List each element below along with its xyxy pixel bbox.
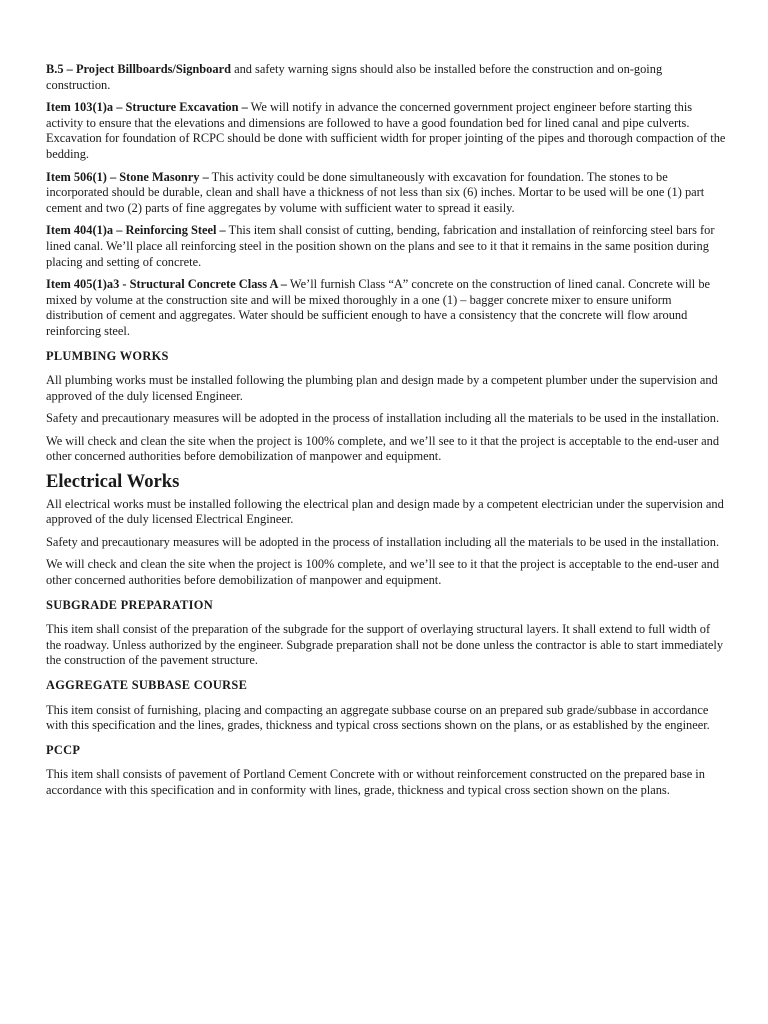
plumbing-paragraph: All plumbing works must be installed following the plumbing plan and design made by a competent plumber under the supervision and approved of the duly licensed Engineer. [46,373,718,403]
item-text: This item shall consist of cutting, bending, fabrication and installation of reinforcing steel bars for lined canal. We’ll place all reinforcing steel in the position shown on the plans and see to it that it remains in the same position during placing and setting of concrete. [46,223,715,269]
section-heading-subgrade: SUBGRADE PREPARATION [46,597,213,612]
section-heading-plumbing: PLUMBING WORKS [46,348,169,363]
section-heading-aggregate: AGGREGATE SUBBASE COURSE [46,678,248,692]
item-text: We will notify in advance the concerned government project engineer before starting this activity to ensure that the elevations and dimensions are followed to have a good foundation bed for lined canal and pipe culverts. Excavation for foundation of RCPC should be done with sufficient width for proper jointing of the pipes and thorough compaction of the bedding. [46,100,726,161]
item-lead: Item 405(1)a3 - Structural Concrete Class A – [46,277,288,292]
subgrade-paragraph: This item shall consist of the preparation of the subgrade for the support of overlaying structural layers. It shall extend to full width of the roadway. Unless authorized by the engineer. Subgrade preparation shall not be done unless the contractor is able to start immediately the construction of the pavement structure. [46,622,724,668]
section-heading-electrical: Electrical Works [46,471,180,493]
electrical-paragraph: Safety and precautionary measures will be adopted in the process of installation including all the materials to be used in the installation. [46,534,720,549]
item-paragraph-excavation [46,100,726,162]
item-lead: Item 506(1) – Stone Masonry – [46,169,209,184]
item-lead: Item 404(1)a – Reinforcing Steel – [46,223,226,238]
electrical-paragraph: All electrical works must be installed following the electrical plan and design made by a competent electrician under the supervision and approved of the duly licensed Electrical Engineer. [46,496,724,527]
electrical-paragraph: We will check and clean the site when the project is 100% complete, and we’ll see to it that the project is acceptable to the end-user and other concerned authorities before demobilization of manpower and equipment. [46,557,720,588]
plumbing-paragraph: We will check and clean the site when the project is 100% complete, and we’ll see to it that the project is acceptable to the end-user and other concerned authorities before demobilization of manpower and equipment. [46,433,720,464]
pccp-paragraph: This item shall consists of pavement of Portland Cement Concrete with or without reinforcement constructed on the prepared base in accordance with this specification and in conformity with lines, grade, thickness and typical cross section shown on the plans. [46,767,705,797]
aggregate-paragraph: This item consist of furnishing, placing and compacting an aggregate subbase course on an prepared sub grade/subbase in accordance with this specification and the lines, grades, thickness and typical cross sections shown on the plans, or as established by the engineer. [46,702,710,733]
item-paragraph-structural-concrete [46,277,726,339]
item-text: We’ll furnish Class “A” concrete on the construction of lined canal. Concrete will be mixed by volume at the construction site and will be mixed thoroughly in a one (1) – bagger concrete mixer to ensure uniform distribution of cement and aggregates. Water should be sufficient enough to have a consistency that the concrete will flow around reinforcing steel. [46,277,711,338]
item-text: and safety warning signs should also be installed before the construction and on-going construction. [46,62,663,92]
document-page [46,62,726,806]
item-paragraph-stone-masonry [46,170,726,217]
section-heading-pccp: PCCP [46,742,81,757]
item-text: This activity could be done simultaneously with excavation for foundation. The stones to be incorporated should be durable, clean and shall have a thickness of not less than six (6) inches. Mortar to be used will be one (1) part cement and two (2) parts of fine aggregates by volume with sufficient water to spread it easily. [46,169,705,215]
item-lead: B.5 – Project Billboards/Signboard [46,62,231,76]
item-paragraph-reinforcing-steel [46,223,726,270]
item-paragraph-billboards [46,62,726,93]
plumbing-paragraph: Safety and precautionary measures will be adopted in the process of installation including all the materials to be used in the installation. [46,411,720,426]
item-lead: Item 103(1)a – Structure Excavation – [46,100,248,115]
